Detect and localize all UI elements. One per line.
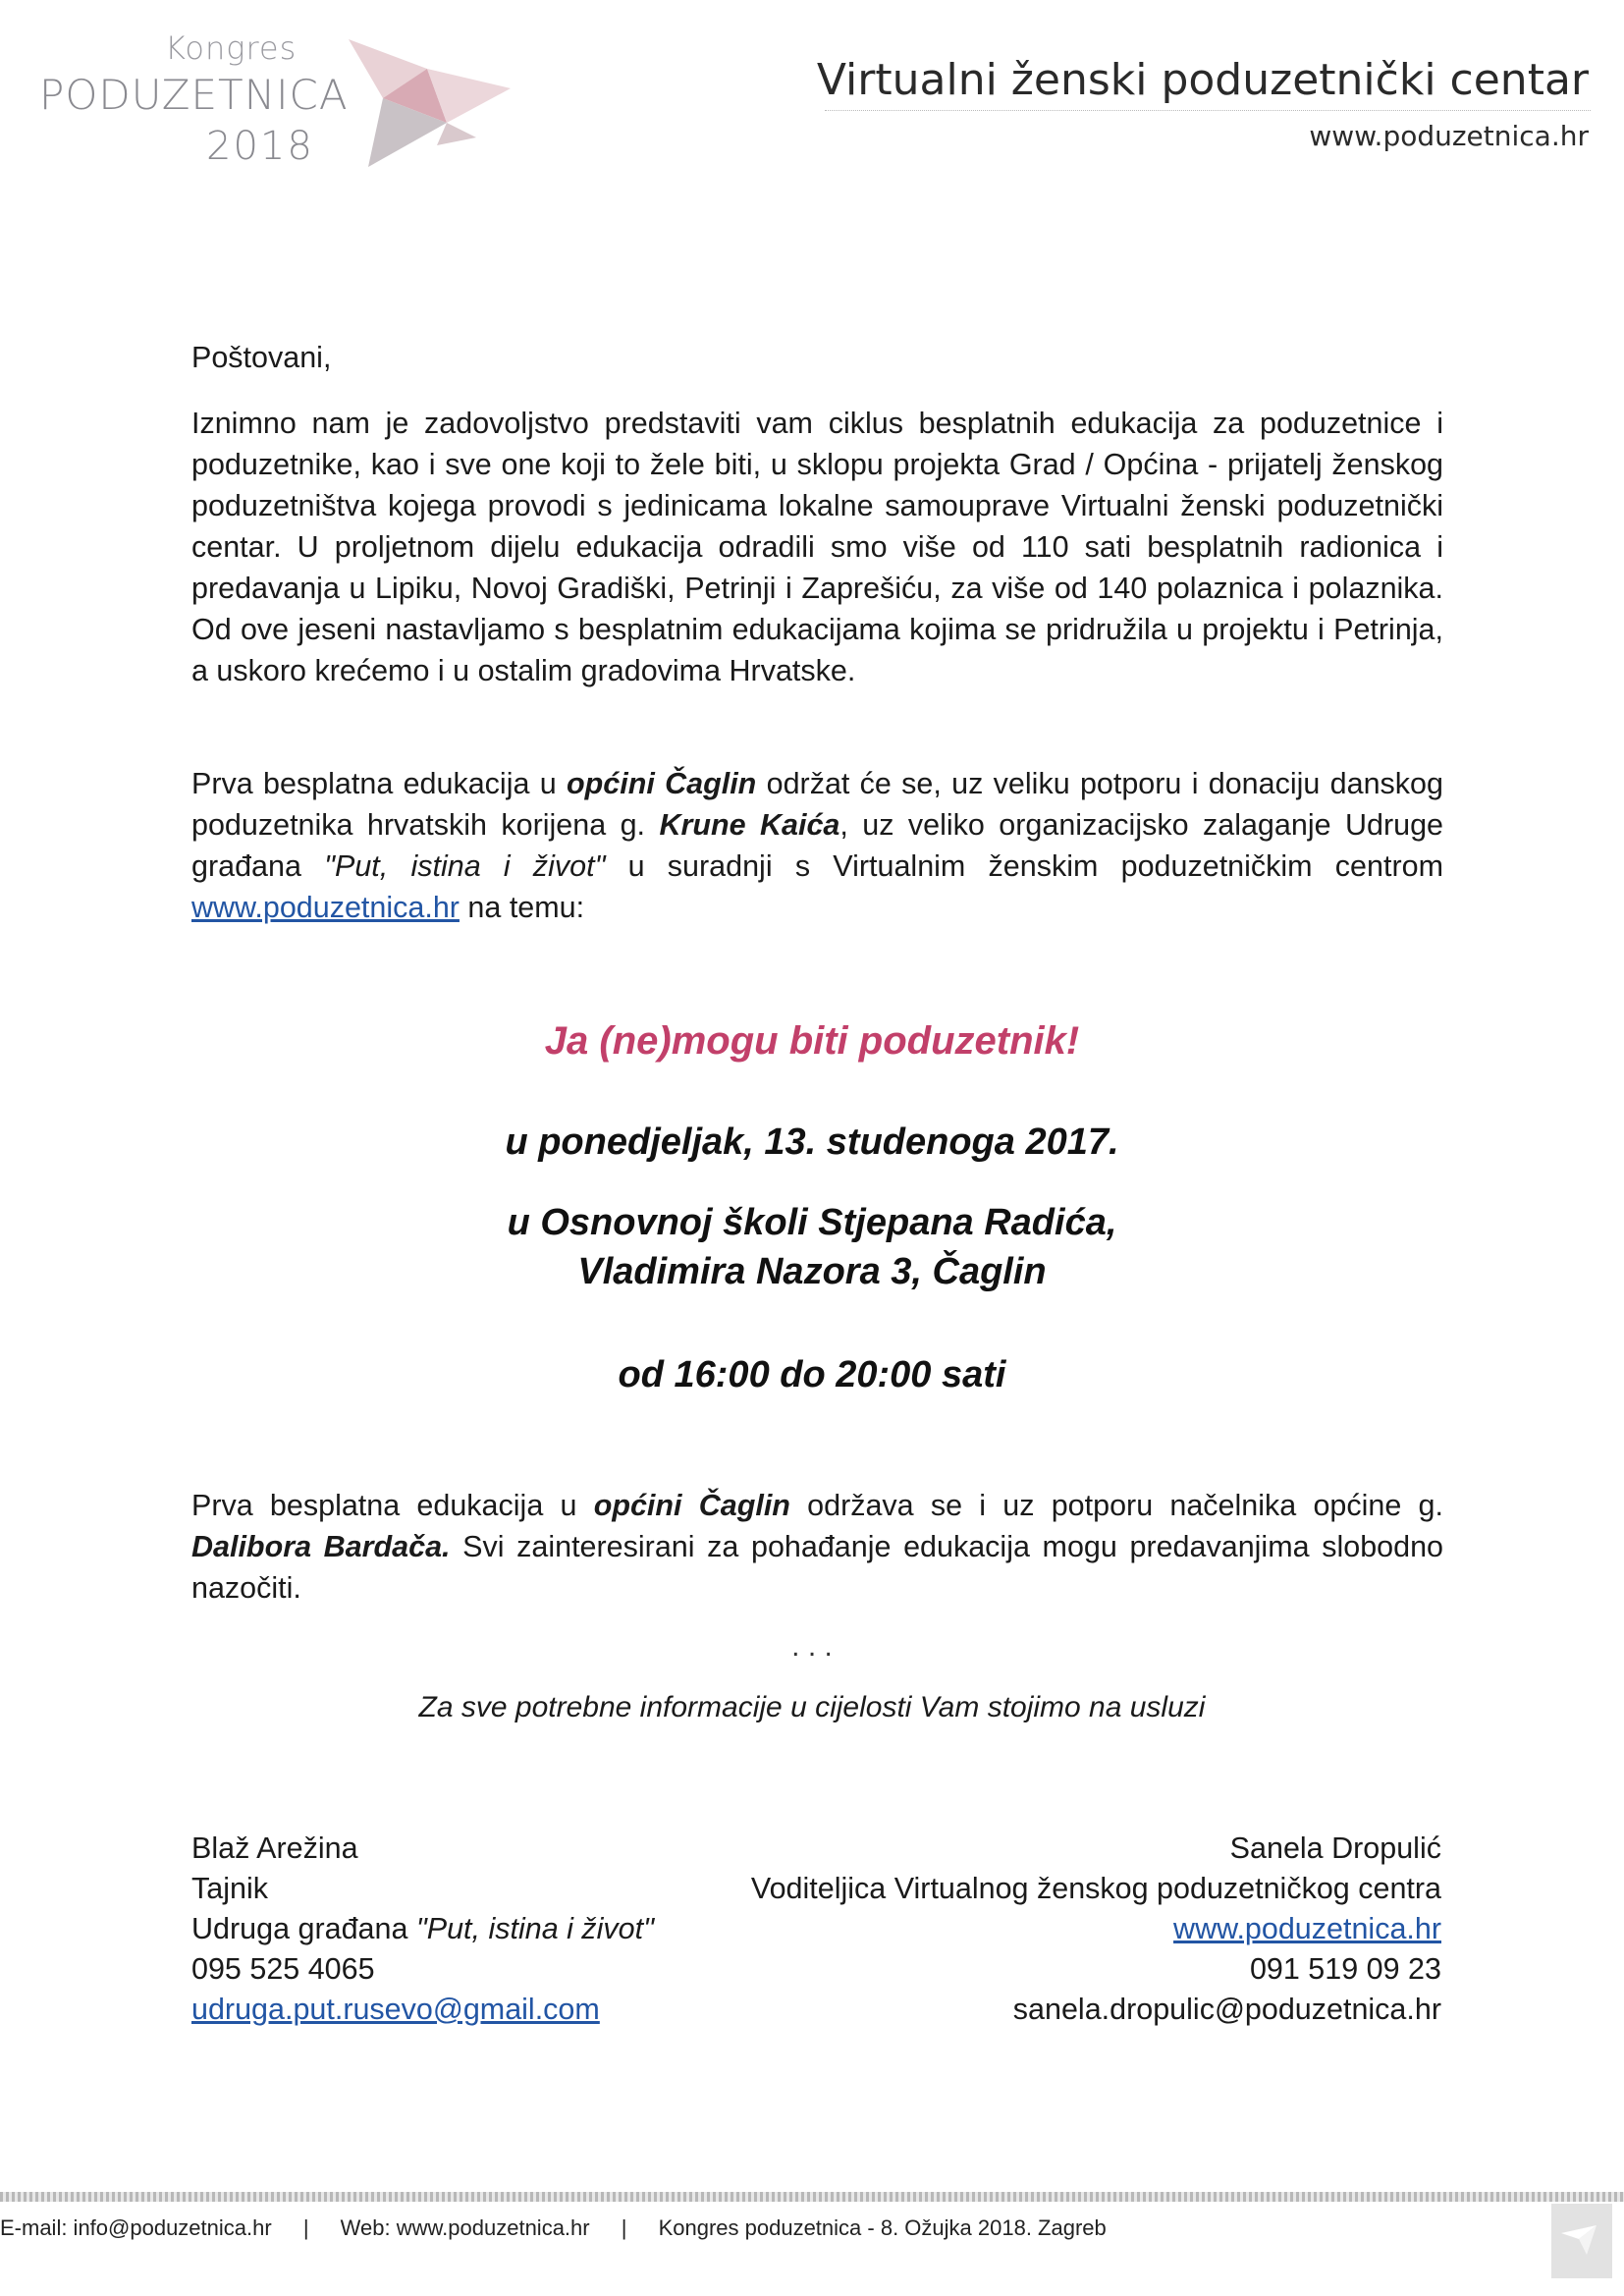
footer — [0, 2215, 1107, 2241]
sig-right-web-link[interactable]: www.poduzetnica.hr — [1173, 1912, 1441, 1945]
donor-name: Krune Kaića — [659, 808, 840, 842]
sig-left-phone: 095 525 4065 — [191, 1952, 375, 1986]
support-paragraph — [191, 1485, 1443, 1609]
footer-divider — [0, 2192, 1624, 2202]
p2-text-g: u suradnji s Virtualnim ženskim poduzetničkim centrom — [605, 849, 1443, 883]
org-title: Virtualni ženski poduzetnički centar — [816, 55, 1589, 105]
signature-right — [751, 1829, 1441, 2030]
sig-right-name: Sanela Dropulić — [1229, 1831, 1441, 1865]
footer-event: Kongres poduzetnica - 8. Ožujka 2018. Zagreb — [658, 2215, 1107, 2240]
footer-email[interactable]: E-mail: info@poduzetnica.hr — [0, 2215, 272, 2240]
ellipsis-divider: . . . — [791, 1630, 833, 1663]
sig-right-role: Voditeljica Virtualnog ženskog poduzetničkog centra — [750, 1872, 1441, 1905]
logo-kongres-text: Kongres — [165, 29, 298, 67]
mayor-name: Dalibora Bardača. — [191, 1530, 451, 1563]
greeting: Poštovani, — [191, 341, 332, 374]
footer-separator: | — [621, 2215, 627, 2240]
p2-text-c: održat će se, uz veliku potporu i donaciju danskog poduzetnika hrvatskih korijena g. — [191, 767, 1443, 842]
p3-text-e: Svi zainteresirani za pohađanje edukacija mogu predavanjima slobodno nazočiti. — [191, 1530, 1444, 1605]
event-intro-paragraph — [191, 763, 1443, 928]
event-title: Ja (ne)mogu biti poduzetnik! — [544, 1019, 1080, 1063]
p3-text-a: Prva besplatna edukacija u — [191, 1489, 594, 1522]
event-time: od 16:00 do 20:00 sati — [618, 1354, 1006, 1395]
event-date: u ponedjeljak, 13. studenoga 2017. — [505, 1121, 1119, 1163]
logo-year-text: 2018 — [206, 124, 314, 169]
sig-left-role: Tajnik — [191, 1872, 268, 1905]
event-place — [0, 1198, 1624, 1296]
logo-poduzetnica-text: PODUZETNICA — [39, 71, 349, 119]
p3-text-c: održava se i uz potporu načelnika općine g. — [789, 1489, 1443, 1522]
sig-left-org-name: "Put, istina i život" — [415, 1912, 654, 1945]
p2-text-a: Prva besplatna edukacija u — [191, 767, 568, 800]
event-place-line-2: Vladimira Nazora 3, Čaglin — [577, 1251, 1047, 1292]
org-website[interactable]: www.poduzetnica.hr — [1309, 120, 1589, 152]
sig-right-email[interactable]: sanela.dropulic@poduzetnica.hr — [1012, 1993, 1441, 2026]
municipality-name: općini Čaglin — [567, 767, 757, 800]
event-place-line-1: u Osnovnoj školi Stjepana Radića, — [507, 1202, 1117, 1243]
origami-bird-icon — [329, 29, 515, 172]
website-link[interactable]: www.poduzetnica.hr — [191, 891, 460, 924]
bird-icon — [1551, 2204, 1612, 2278]
p2-text-e: , uz veliko organizacijsko zalaganje Udruge građana — [191, 808, 1444, 883]
sig-left-name: Blaž Arežina — [191, 1831, 358, 1865]
footer-separator: | — [302, 2215, 309, 2240]
p2-text-h: na temu: — [459, 891, 585, 924]
sig-left-email-link[interactable]: udruga.put.rusevo@gmail.com — [191, 1993, 600, 2026]
sig-left-org — [191, 1909, 654, 1949]
association-name: "Put, istina i život" — [324, 849, 606, 883]
intro-paragraph: Iznimno nam je zadovoljstvo predstaviti vam ciklus besplatnih edukacija za poduzetnice i poduzetnike, kao i sve one koji to žele biti, u sklopu projekta Grad / Općina - prijatelj ženskog poduzetništva kojega provodi s jedinicama lokalne samouprave Virtualni ženski poduzetnički centar. U proljetnom dijelu edukacija odradili smo više od 110 sati besplatnih radionica i predavanja u Lipiku, Novoj Gradiški, Petrinji i Zaprešiću, za više od 140 polaznica i polaznika. Od ove jeseni nastavljamo s besplatnim edukacijama kojima se pridružila u projektu i Petrinja, a uskoro krećemo i u ostalim gradovima Hrvatske. — [191, 407, 1443, 687]
header-divider — [825, 110, 1591, 111]
municipality-name-2: općini Čaglin — [593, 1489, 790, 1522]
sig-left-org-prefix: Udruga građana — [191, 1912, 416, 1945]
sig-right-phone: 091 519 09 23 — [1249, 1952, 1441, 1986]
footer-web[interactable]: Web: www.poduzetnica.hr — [340, 2215, 590, 2240]
closing-line: Za sve potrebne informacije u cijelosti Vam stojimo na usluzi — [418, 1691, 1206, 1723]
signature-left — [191, 1829, 654, 2030]
